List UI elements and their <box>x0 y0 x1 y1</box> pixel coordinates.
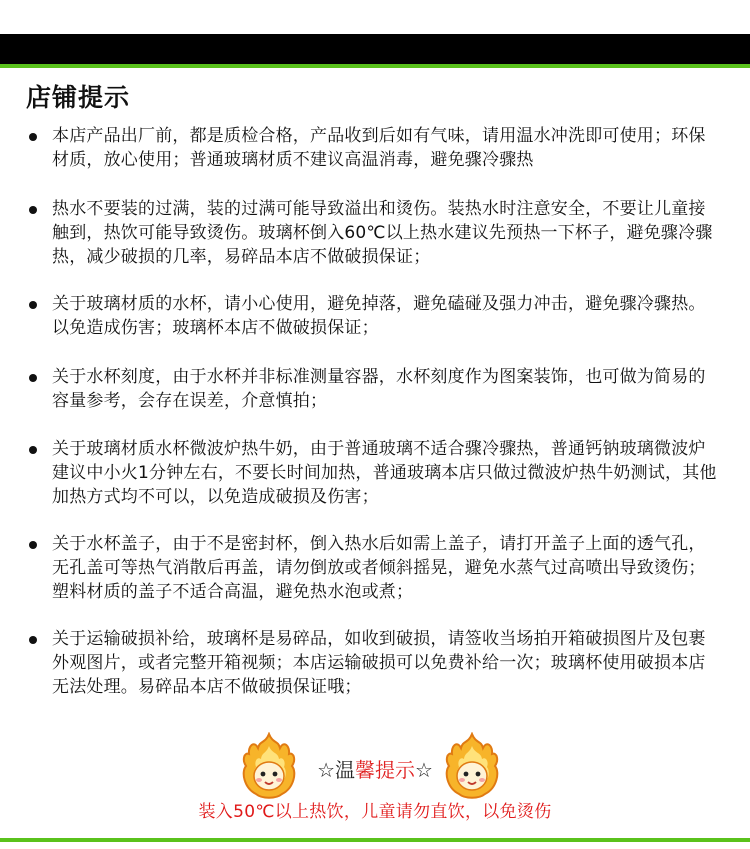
page-title: 店铺提示 <box>26 83 131 112</box>
flame-mascot-icon <box>238 732 300 802</box>
bullet-icon <box>29 446 37 454</box>
header-black-bar <box>0 34 750 64</box>
notice-text-6: 关于水杯盖子，由于不是密封杯，倒入热水后如需上盖子，请打开盖子上面的透气孔，无孔盖可等热气消散后再盖，请勿倒放或者倾斜摇晃，避免水蒸气过高喷出导致烫伤；塑料材质的盖子不适合高温，避免热水泡或煮； <box>52 534 706 602</box>
notice-item-1 <box>29 124 719 172</box>
bullet-icon <box>29 541 37 549</box>
warm-tip-title-part2: 馨提示 <box>355 758 415 782</box>
warm-tip-title-part1: 温 <box>335 758 355 782</box>
star-icon: ☆ <box>415 758 433 782</box>
notice-item-7 <box>29 627 719 699</box>
notice-item-6 <box>29 532 719 604</box>
notice-item-4 <box>29 365 719 413</box>
bullet-icon <box>29 374 37 382</box>
notice-text-2: 热水不要装的过满，装的过满可能导致溢出和烫伤。装热水时注意安全，不要让儿童接触到，热饮可能导致烫伤。玻璃杯倒入60℃以上热水建议先预热一下杯子，避免骤冷骤热，减少破损的几率，易碎品本店不做破损保证； <box>52 199 713 267</box>
notice-item-5 <box>29 437 719 509</box>
notice-text-3: 关于玻璃材质的水杯，请小心使用，避免掉落，避免磕碰及强力冲击，避免骤冷骤热。以免造成伤害；玻璃杯本店不做破损保证； <box>52 294 706 338</box>
bullet-icon <box>29 301 37 309</box>
header-green-rule <box>0 64 750 68</box>
warm-tip-section <box>0 732 750 832</box>
warm-tip-subtitle: 装入50℃以上热饮，儿童请勿直饮，以免烫伤 <box>198 802 552 822</box>
notice-text-5: 关于玻璃材质水杯微波炉热牛奶，由于普通玻璃不适合骤冷骤热，普通钙钠玻璃微波炉建议中小火1分钟左右，不要长时间加热，普通玻璃本店只做过微波炉热牛奶测试，其他加热方式均不可以，以免造成破损及伤害； <box>52 439 717 507</box>
bullet-icon <box>29 206 37 214</box>
bullet-icon <box>29 636 37 644</box>
notice-text-7: 关于运输破损补给，玻璃杯是易碎品，如收到破损，请签收当场拍开箱破损图片及包裹外观图片，或者完整开箱视频；本店运输破损可以免费补给一次；玻璃杯使用破损本店无法处理。易碎品本店不做破损保证哦； <box>52 629 706 697</box>
notice-text-1: 本店产品出厂前，都是质检合格，产品收到后如有气味，请用温水冲洗即可使用；环保材质，放心使用；普通玻璃材质不建议高温消毒，避免骤冷骤热 <box>52 126 706 170</box>
notice-text-4: 关于水杯刻度，由于水杯并非标准测量容器，水杯刻度作为图案装饰，也可做为简易的容量参考，会存在误差，介意慎拍； <box>52 367 706 411</box>
notice-item-2 <box>29 197 719 269</box>
bullet-icon <box>29 133 37 141</box>
warm-tip-title <box>300 756 450 784</box>
notice-item-3 <box>29 292 719 340</box>
star-icon: ☆ <box>317 758 335 782</box>
flame-mascot-icon <box>441 732 503 802</box>
footer-green-rule <box>0 838 750 842</box>
